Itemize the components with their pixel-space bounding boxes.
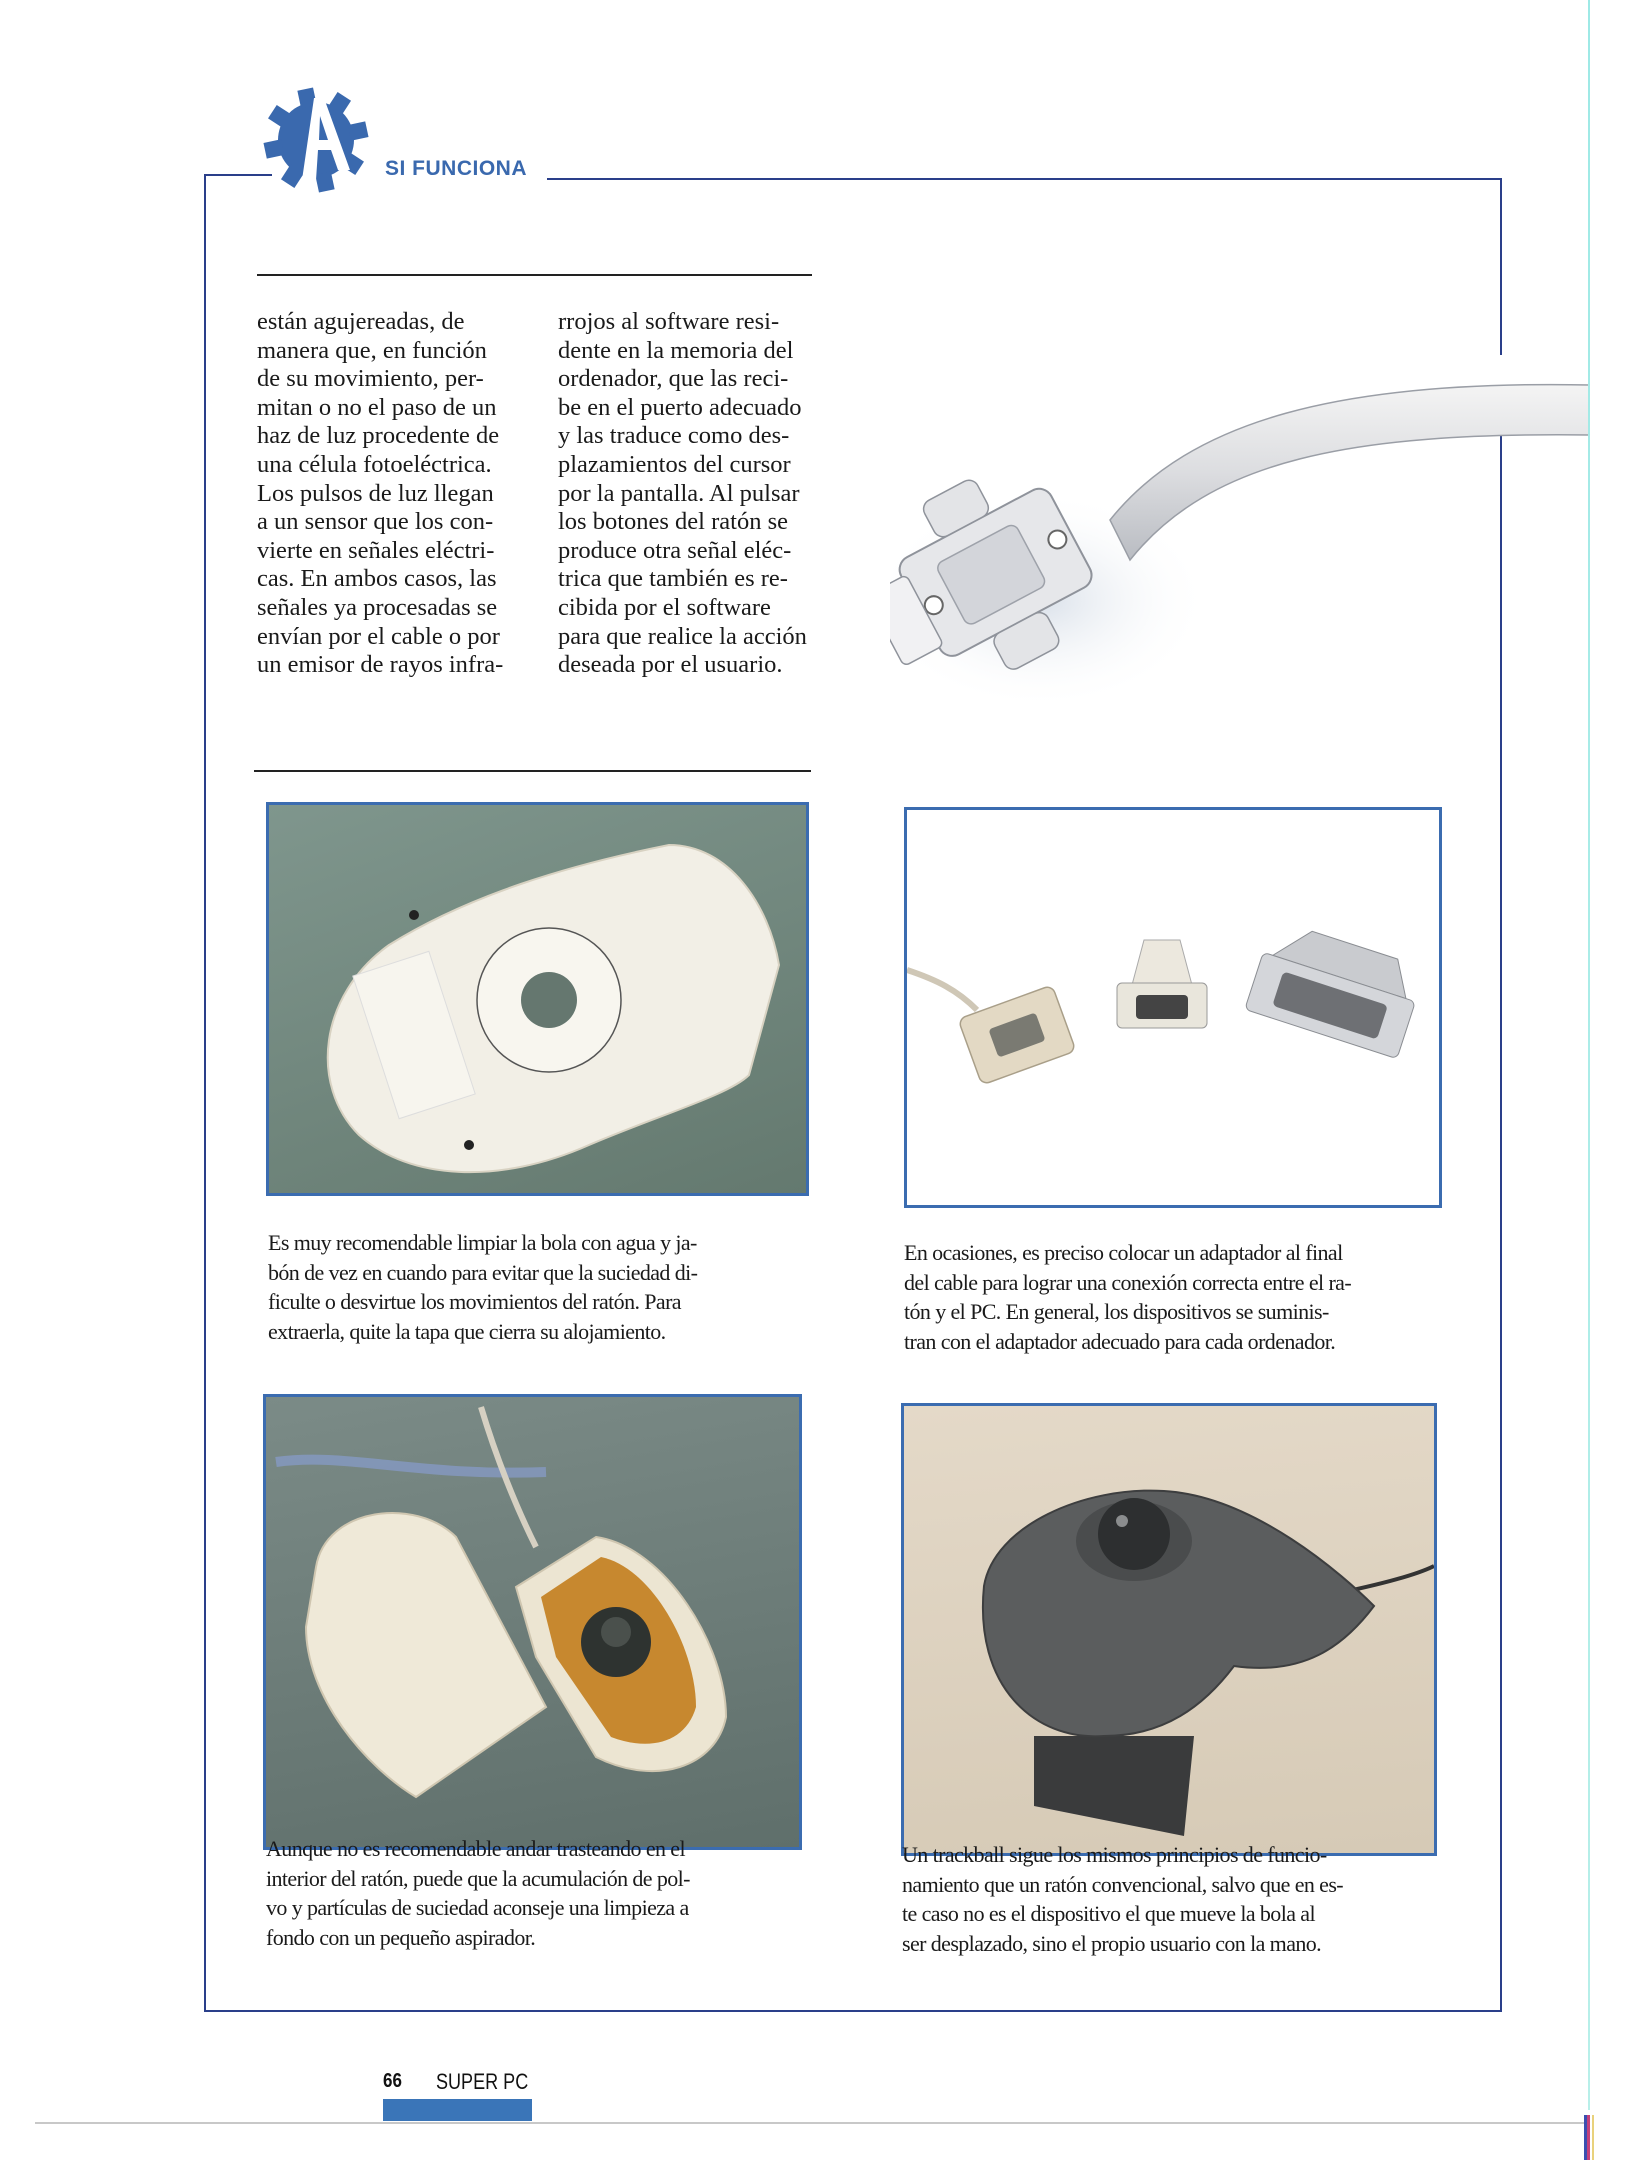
caption-line: te caso no es el dispositivo el que mueve la bola al [902,1901,1315,1926]
figure-3-caption [266,1834,690,1952]
text-line: para que realice la acción [558,622,807,650]
serial-adapters-image [907,810,1439,1205]
text-line: produce otra señal eléc- [558,536,792,564]
magazine-name: SUPER PC [436,2069,529,2094]
text-line: vierte en señales eléctri- [257,536,495,564]
text-line: y las traduce como des- [558,422,790,450]
text-line: un emisor de rayos infra- [257,651,504,679]
caption-line: Es muy recomendable limpiar la bola con agua y ja- [268,1230,697,1255]
text-line: de su movimiento, per- [257,365,484,393]
text-line: ordenador, que las reci- [558,365,789,393]
text-line: dente en la memoria del [558,336,794,364]
figure-4-caption [902,1840,1343,1958]
frame-bottom [204,2010,1502,2012]
text-line: por la pantalla. Al pulsar [558,479,800,507]
frame-right-upper [1500,178,1502,355]
print-mark-magenta [1587,2115,1590,2160]
caption-line: interior del ratón, puede que la acumulación de pol- [266,1865,690,1891]
text-line: be en el puerto adecuado [558,393,802,421]
intro-top-rule [257,274,812,276]
text-line: manera que, en función [257,336,487,364]
footer-color-bar [383,2099,532,2121]
mouse-interior-image [266,1397,799,1847]
figure-trackball [901,1403,1437,1856]
text-line: mitan o no el paso de un [257,393,497,421]
text-line: deseada por el usuario. [558,651,783,679]
caption-line: fondo con un pequeño aspirador. [266,1924,536,1950]
caption-line: namiento que un ratón convencional, salvo que en es- [902,1871,1344,1897]
page-bottom-line [35,2122,1590,2124]
caption-line: ficulte o desvirtue los movimientos del ratón. Para [268,1289,681,1314]
caption-line: En ocasiones, es preciso colocar un adaptador al final [904,1240,1343,1265]
text-line: a un sensor que los con- [257,508,494,536]
caption-line: tran con el adaptador adecuado para cada ordenador. [904,1328,1336,1354]
text-line: envían por el cable o por [257,622,500,650]
trackball-image [904,1406,1434,1853]
text-line: Los pulsos de luz llegan [257,479,494,507]
text-line: plazamientos del cursor [558,450,791,478]
text-line: trica que también es re- [558,565,788,593]
caption-line: Un trackball sigue los mismos principios de funcio- [902,1842,1327,1867]
caption-line: bón de vez en cuando para evitar que la suciedad di- [268,1259,698,1285]
figure-mouse-underside [266,802,809,1196]
intro-column-1 [257,308,517,680]
caption-line: Aunque no es recomendable andar trasteando en el [266,1836,685,1861]
caption-line: ser desplazado, sino el propio usuario con la mano. [902,1930,1322,1956]
caption-line: del cable para lograr una conexión correcta entre el ra- [904,1269,1352,1295]
text-line: rrojos al software resi- [558,308,780,335]
text-line: señales ya procesadas se [257,593,498,621]
intro-bottom-rule [254,770,811,772]
text-line: cibida por el software [558,593,771,621]
figure-2-caption [904,1238,1351,1356]
figure-serial-adapters [904,807,1442,1208]
text-line: una célula fotoeléctrica. [257,450,492,478]
serial-connector-image [890,340,1590,750]
text-line: los botones del ratón se [558,508,788,536]
frame-top-right [547,178,1502,180]
figure-1-caption [268,1228,697,1346]
gear-logo-icon [258,84,374,196]
section-title: SI FUNCIONA [385,157,527,180]
caption-line: tón y el PC. En general, los dispositivos se suminis- [904,1299,1329,1324]
frame-top-left [204,174,272,176]
page-number: 66 [383,2070,402,2092]
text-line: haz de luz procedente de [257,422,500,450]
caption-line: extraerla, quite la tapa que cierra su alojamiento. [268,1318,666,1344]
text-line: cas. En ambos casos, las [257,565,497,593]
mouse-underside-image [269,805,806,1193]
print-mark-yellow [1592,2115,1594,2160]
text-line: están agujereadas, de [257,308,465,335]
frame-left [204,174,206,2012]
intro-column-2 [558,308,818,680]
figure-mouse-open-interior [263,1394,802,1850]
page-edge-line [1588,0,1590,2110]
caption-line: vo y partículas de suciedad aconseje una limpieza a [266,1895,689,1920]
